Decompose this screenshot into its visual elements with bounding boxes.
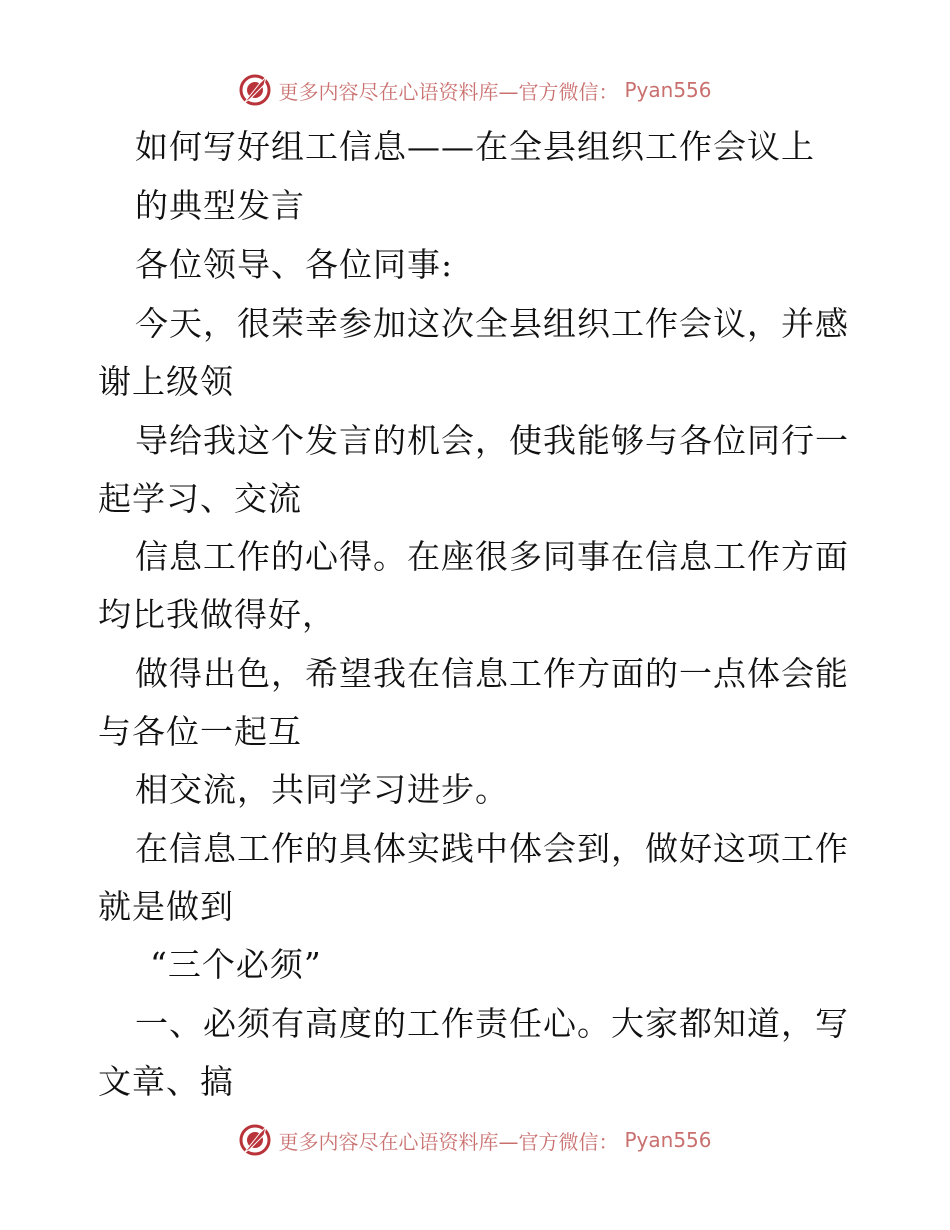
paragraph-line: 相交流，共同学习进步。 xyxy=(135,770,509,809)
watermark-wechat-id: Pyan556 xyxy=(624,1128,712,1152)
paragraph-line: 在信息工作的具体实践中体会到，做好这项工作 xyxy=(135,829,849,868)
salutation: 各位领导、各位同事: xyxy=(135,245,454,284)
paragraph-line: 一、必须有高度的工作责任心。大家都知道，写 xyxy=(135,1004,849,1043)
quill-logo-icon xyxy=(238,73,272,107)
watermark-text: 更多内容尽在心语资料库—官方微信： xyxy=(278,1129,619,1154)
paragraph-line: 信息工作的心得。在座很多同事在信息工作方面 xyxy=(135,537,849,576)
document-title-line: 如何写好组工信息——在全县组织工作会议上 xyxy=(135,127,815,166)
paragraph-line: 就是做到 xyxy=(98,887,234,926)
footer-watermark xyxy=(0,1120,950,1160)
paragraph-line: 文章、搞 xyxy=(98,1062,234,1101)
header-watermark xyxy=(0,70,950,110)
paragraph-line: 今天，很荣幸参加这次全县组织工作会议，并感 xyxy=(135,304,849,343)
document-title-line: 的典型发言 xyxy=(135,186,305,225)
paragraph-line: 均比我做得好， xyxy=(98,595,336,634)
paragraph-line: 谢上级领 xyxy=(98,362,234,401)
paragraph-line: 做得出色，希望我在信息工作方面的一点体会能 xyxy=(135,654,849,693)
watermark-text: 更多内容尽在心语资料库—官方微信： xyxy=(278,79,619,104)
paragraph-line: 与各位一起互 xyxy=(98,712,302,751)
paragraph-line: 导给我这个发言的机会，使我能够与各位同行一 xyxy=(135,421,849,460)
quill-logo-icon xyxy=(238,1123,272,1157)
section-heading: “三个必须” xyxy=(150,945,322,984)
paragraph-line: 起学习、交流 xyxy=(98,479,302,518)
watermark-wechat-id: Pyan556 xyxy=(624,78,712,102)
